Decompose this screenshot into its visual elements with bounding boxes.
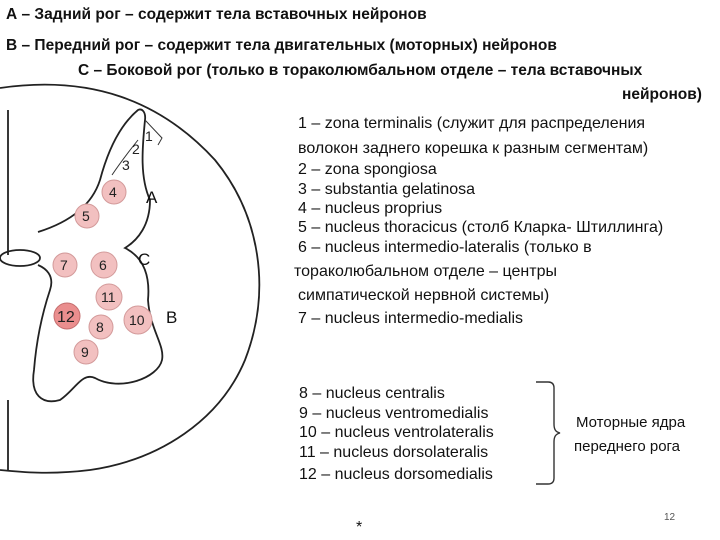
horn-label-b: В [166,308,178,327]
legend-line: тораколюбальном отделе – центры [294,263,557,280]
legend-line: 3 – substantia gelatinosa [298,181,476,198]
legend-line: 7 – nucleus intermedio-medialis [298,310,523,327]
motor-legend-line: 10 – nucleus ventrolateralis [299,424,494,441]
nucleus-label-1: 1 [145,128,153,144]
legend-line: 2 – zona spongiosa [298,161,437,178]
nucleus-label-9: 9 [81,344,89,360]
motor-brace [534,380,574,490]
legend-line: волокон заднего корешка к разным сегментам) [298,140,649,157]
page-number: 12 [664,512,676,523]
spinal-cord-diagram [0,0,290,540]
nucleus-label-3: 3 [122,157,130,173]
nucleus-label-5: 5 [82,208,90,224]
nucleus-label-8: 8 [96,319,104,335]
motor-legend-line: 11 – nucleus dorsolateralis [299,444,489,461]
nucleus-label-6: 6 [99,257,107,273]
nucleus-label-4: 4 [109,184,117,200]
header-line-a: А – Задний рог – содержит тела вставочных нейронов [6,6,427,23]
motor-note-line-2: переднего рога [574,438,681,455]
header-line-c2: нейронов) [622,86,702,103]
motor-legend-line: 12 – nucleus dorsomedialis [299,466,493,483]
nucleus-label-2: 2 [132,141,140,157]
legend-line: 4 – nucleus proprius [298,200,443,217]
motor-note-line-1: Моторные ядра [576,414,686,431]
legend-line: 6 – nucleus intermedio-lateralis (только в [298,239,592,256]
horn-label-c: С [138,250,151,269]
footer-mark: * [356,519,363,536]
legend-line: 5 – nucleus thoracicus (столб Кларка- Штиллинга) [298,219,664,236]
header-line-c1: С – Боковой рог (только в тораколюмбальном отделе – тела вставочных [78,62,643,79]
header-line-b: В – Передний рог – содержит тела двигательных (моторных) нейронов [6,37,557,54]
cord-outline [0,85,259,473]
central-canal [0,250,40,266]
nucleus-label-10: 10 [129,312,145,328]
horn-label-a: А [146,188,158,207]
motor-legend-line: 8 – nucleus centralis [299,385,445,402]
motor-legend-line: 9 – nucleus ventromedialis [299,405,489,422]
nucleus-label-7: 7 [60,257,68,273]
legend-line: 1 – zona terminalis (служит для распределения [298,115,646,132]
legend-line: симпатической нервной системы) [298,287,550,304]
nucleus-label-11: 11 [101,289,116,305]
nucleus-label-12: 12 [57,309,75,326]
